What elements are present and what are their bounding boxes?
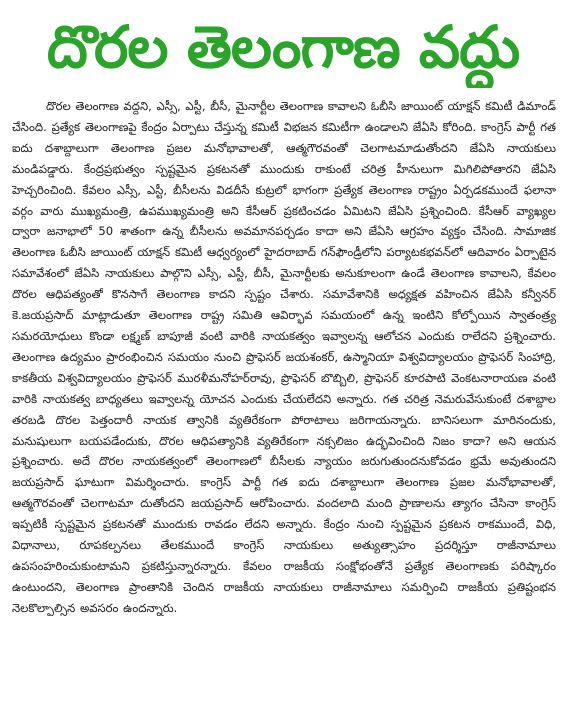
article (12, 96, 556, 706)
article-body: దొరల తెలంగాణ వద్దని, ఎస్సీ, ఎస్టీ, బీసీ, మైనార్టీల తెలంగాణ కావాలని ఓబీసి జాయింట్ యాక్షన్ కమిటీ డిమాండ్ చేసింది. ప్రత్యేక తెలంగాణపై కేంద్రం ఏర్పాటు చేస్తున్న కమిటీ విభజన కమిటీగా ఉండాలని జేఏసి కోరింది. కాంగ్రెస్ పార్టీ గత ఐదు దశాబ్దాలుగా తెలంగాణ ప్రజల మనోభావాలతో, ఆత్మగౌరవంతో చెలగాటమాడుతోందని జేఏసి నాయకులు మండిపడ్డారు. కేంద్రప్రభుత్వం స్పష్టమైన ప్రకటనతో ముందుకు రాకుంటే చరిత్ర హీనులుగా మిగిలిపోతారని జేఏసి హెచ్చరించింది. కేవలం ఎస్సీ, ఎస్టీ, బీసీలను విడదీసే కుట్రలో భాగంగా ప్రత్యేక తెలంగాణ రాష్ట్రం ఏర్పడకముందే ఫలానా వర్గం వారు ముఖ్యమంత్రి, ఉపముఖ్యమంత్రి అని కేసీఆర్ ప్రకటించడం ఏమిటని జేఏసి ప్రశ్నించింది. కేసీఆర్ వ్యాఖ్యల ద్వారా జనాభాలో 50 శాతంగా ఉన్న బీసీలను అవమానపర్చడం కాదా అని జేఏసి ఆగ్రహం వ్యక్తం చేసింది. సామాజిక తెలంగాణ ఓబీసి జాయింట్ యాక్షన్ కమిటీ ఆధ్వర్యంలో హైదరాబాద్ గన్‌ఫౌండ్రీలోని పర్యాటకభవన్‌లో ఆదివారం ఏర్పాటైన సమావేశంలో జేఏసి నాయకులు పాల్గొని ఎస్సీ, ఎస్టీ, బీసీ, మైనార్టీలకు అనుకూలంగా ఉండే తెలంగాణ కావాలని, కేవలం దొరల ఆధిపత్యంతో కొనసాగే తెలంగాణ కాదని స్పష్టం చేశారు. సమావేశానికి అధ్యక్షత వహించిన జేఏసి కన్వీనర్ కె.జయప్రసాద్ మాట్లాడుతూ తెలంగాణ రాష్ట్ర సమితి ఆవిర్భావ సమయంలో ఉన్న ఇంటిని కోల్పోయిన స్వాతంత్ర్య సమరయోధులు కొండా లక్ష్మణ్ బాపూజీ వంటి వారికి నాయకత్వం ఇవ్వాలన్న ఆలోచన ఎందుకు రాలేదని ప్రశ్నించారు. తెలంగాణ ఉద్యమం ప్రారంభించిన సమయం నుంచి ప్రొఫెసర్ జయశంకర్, ఉస్మానియా విశ్వవిద్యాలయం ప్రొఫెసర్ సింహాద్రి, కాకతీయ విశ్వవిద్యాలయం ప్రొఫెసర్ మురళీమనోహర్‌రావు, ప్రొఫెసర్ బొబ్బిలి, ప్రొఫెసర్ కూరపాటి వెంకటనారాయణ వంటి వారికి నాయకత్వ బాధ్యతలు ఇవ్వాలన్న యోచన ఎందుకు చేయలేదని అన్నారు. గత చరిత్ర నెమరువేసుకుంటే దశాబ్దాల తరబడి దొరల పెత్తందారీ నాయక త్వానికి వ్యతిరేకంగా పోరాటాలు జరిగాయన్నారు. బానిసలుగా మారినందుకు, మనుషులుగా బయపడేందుకు, దొరల ఆధిపత్యానికి వ్యతిరేకంగా నక్సలిజం ఉద్భవించింది నిజం కాదా? అని ఆయన ప్రశ్నించారు. అదే దొరల నాయకత్వంలో తెలంగాణలో బీసీలకు న్యాయం జరుగుతుందనుకోవడం భ్రమే అవుతుందని జయప్రసాద్ ఘాటుగా విమర్శించారు. కాంగ్రెస్ పార్టీ గత ఐదు దశాబ్దాలుగా తెలంగాణ ప్రజల మనోభావాలతో, ఆత్మగౌరవంతో చెలగాటమా దుతోందని జయప్రసాద్ ఆరోపించారు. వందలాది మంది ప్రాణాలను త్యాగం చేసినా కాంగ్రెస్ ఇప్పటికీ స్పష్టమైన ప్రకటనతో ముందుకు రావడం లేదని అన్నారు. కేంద్రం నుంచి స్పష్టమైన ప్రకటన రాకముందే, విధి, విధానాలు, రూపకల్పనలు తేలకముందే కాంగ్రెస్ నాయకులు అత్యుత్సాహం ప్రదర్శిస్తూ రాజీనామాలు ఉపసంహరించుకుంటామని ప్రకటిస్తున్నారన్నారు. కేవలం రాజకీయ సంక్షోభంతోనే ప్రత్యేక తెలంగాణకు పరిష్కారం ఉంటుందని, తెలంగాణ ప్రాంతానికి చెందిన రాజకీయ నాయకులు రాజీనామాలు సమర్పించి రాజకీయ ప్రతిష్టంభన నెలకొల్పాల్సిన అవసరం ఉందన్నారు. (12, 99, 556, 615)
headline: దొరల తెలంగాణ వద్దు (46, 13, 520, 81)
